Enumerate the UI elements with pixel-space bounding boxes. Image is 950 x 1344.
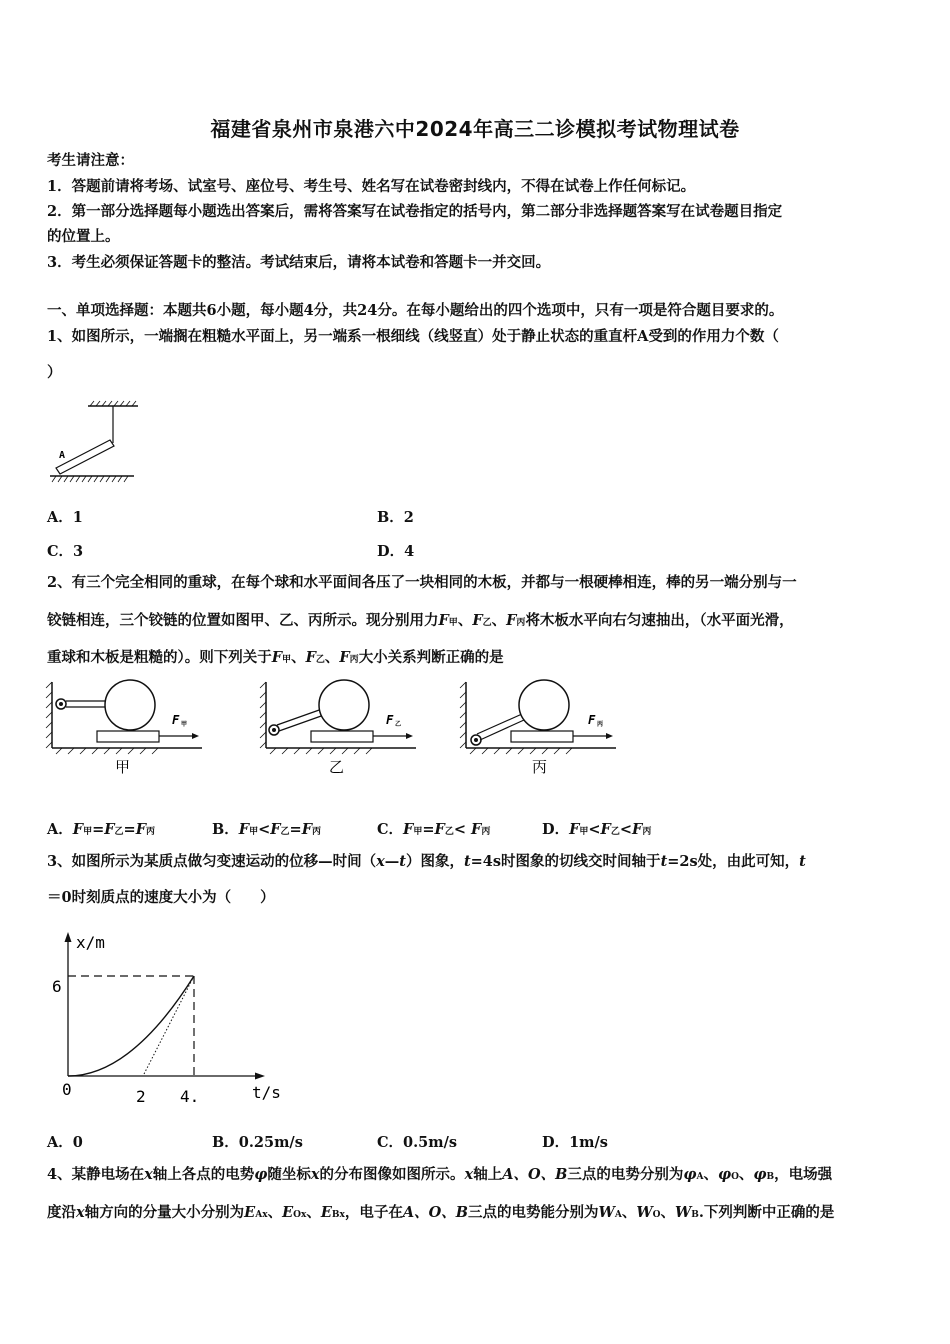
graph-origin: 0 — [62, 1080, 72, 1099]
q2-option-a[interactable]: A．F甲=F乙=F丙 — [47, 821, 156, 838]
force-sub-bing: 丙 — [597, 721, 604, 728]
notice-item: 2．第一部分选择题每小题选出答案后，需将答案写在试卷指定的括号内，第二部分非选择题答案写在试卷题目指定 — [47, 203, 783, 220]
force-sub-jia: 甲 — [181, 721, 188, 728]
q2-figure-jia — [42, 678, 212, 778]
q1-stem-end: ） — [47, 364, 62, 381]
q1-fig-label: A — [59, 450, 66, 461]
force-label-yi: F — [386, 713, 394, 727]
fig-label-yi: 乙 — [329, 758, 345, 776]
notice-item: 3．考生必须保证答题卡的整洁。考试结束后，请将本试卷和答题卡一并交回。 — [47, 254, 551, 271]
graph-ytick-6: 6 — [52, 977, 62, 996]
q2-option-b[interactable]: B．F甲<F乙=F丙 — [212, 821, 322, 838]
force-sub-yi: 乙 — [395, 721, 402, 728]
q2-stem-line1: 2、有三个完全相同的重球，在每个球和水平面间各压了一块相同的木板，并都与一根硬棒相连，棒的另一端分别与一 — [47, 574, 797, 591]
q3-option-a[interactable]: A．0 — [47, 1134, 83, 1151]
q3-stem-line2: ＝0时刻质点的速度大小为（ ） — [47, 889, 275, 906]
q2-stem-line3: 重球和木板是粗糙的）。则下列关于F甲、F乙、F丙大小关系判断正确的是 — [47, 649, 504, 666]
q4-stem-line2: 度沿x轴方向的分量大小分别为EAx、EOx、EBx，电子在A、O、B三点的电势能分别为WA、WO、WB.下列判断中正确的是 — [47, 1204, 835, 1221]
q1-stem: 1、如图所示，一端搁在粗糙水平面上，另一端系一根细线（线竖直）处于静止状态的重直杆A受到的作用力个数（ — [47, 328, 779, 345]
page-title: 福建省泉州市泉港六中2024年高三二诊模拟考试物理试卷 — [210, 117, 740, 141]
graph-ylabel: x/m — [76, 933, 105, 952]
fig-label-bing: 丙 — [532, 758, 548, 776]
q1-option-a[interactable]: A．1 — [47, 509, 83, 526]
notice-heading: 考生请注意： — [47, 152, 134, 169]
section-heading: 一、单项选择题：本题共6小题，每小题4分，共24分。在每小题给出的四个选项中，只有一项是符合题目要求的。 — [47, 302, 784, 319]
force-label-jia: F — [172, 713, 180, 727]
q3-stem-line1: 3、如图所示为某质点做匀变速运动的位移—时间（x—t）图象，t=4s时图象的切线交时间轴于t=2s处，由此可知，t — [47, 853, 806, 870]
q1-figure — [48, 398, 143, 488]
q3-xt-graph — [46, 928, 296, 1113]
q2-option-d[interactable]: D．F甲<F乙<F丙 — [542, 821, 652, 838]
q2-stem-line2: 铰链相连，三个铰链的位置如图甲、乙、丙所示。现分别用力F甲、F乙、F丙将木板水平向右匀速抽出，（水平面光滑， — [47, 612, 794, 629]
q1-option-c[interactable]: C．3 — [47, 543, 84, 560]
q1-option-b[interactable]: B．2 — [377, 509, 414, 526]
fig-label-jia: 甲 — [115, 758, 131, 776]
graph-xtick-2: 2 — [136, 1087, 146, 1106]
q3-option-d[interactable]: D．1m/s — [542, 1134, 608, 1151]
force-label-bing: F — [588, 713, 596, 727]
q1-option-d[interactable]: D．4 — [377, 543, 415, 560]
graph-xlabel: t/s — [252, 1083, 281, 1102]
q2-figure-bing — [456, 678, 626, 778]
q4-stem-line1: 4、某静电场在x轴上各点的电势φ随坐标x的分布图像如图所示。x轴上A、O、B三点的电势分别为φA、φO、φB，电场强 — [47, 1166, 833, 1183]
q2-option-c[interactable]: C．F甲=F乙< F丙 — [377, 821, 491, 838]
q2-figure-yi — [256, 678, 426, 778]
q3-option-c[interactable]: C．0.5m/s — [377, 1134, 458, 1151]
q3-option-b[interactable]: B．0.25m/s — [212, 1134, 303, 1151]
notice-item: 的位置上。 — [47, 228, 120, 245]
notice-item: 1．答题前请将考场、试室号、座位号、考生号、姓名写在试卷密封线内，不得在试卷上作任何标记。 — [47, 178, 696, 195]
graph-xtick-4: 4. — [180, 1087, 200, 1106]
